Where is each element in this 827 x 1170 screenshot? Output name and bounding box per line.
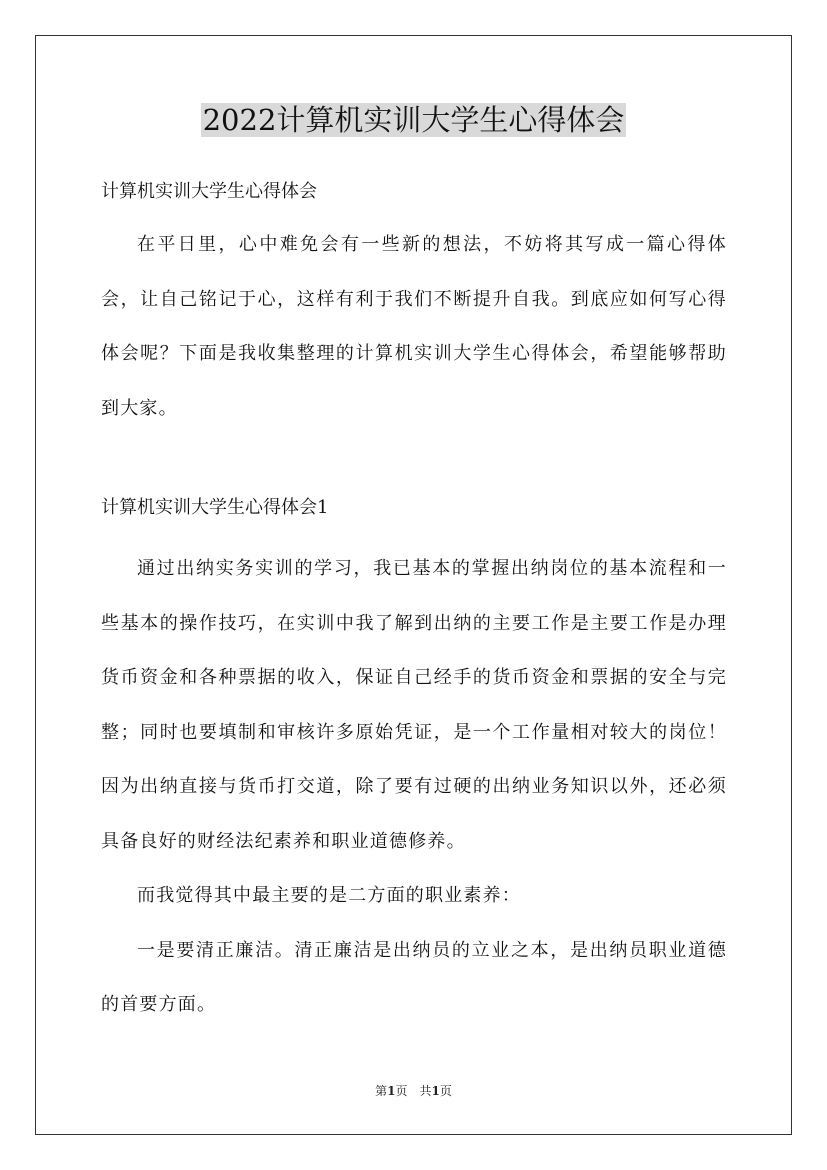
footer-suffix: 页 [439,1084,452,1098]
footer-page-total: 1 [431,1084,440,1098]
section1-paragraph-1: 通过出纳实务实训的学习，我已基本的掌握出纳岗位的基本流程和一些基本的操作技巧，在实训中我了解到出纳的主要工作是主要工作是办理货币资金和各种票据的收入，保证自己经手的货币资金和票据的安全与完整；同时也要填制和审核许多原始凭证，是一个工作量相对较大的岗位！因为出纳直接与货币打交道，除了要有过硬的出纳业务知识以外，还必须具备良好的财经法纪素养和职业道德修养。 [101,558,727,852]
document-title-text: 2022计算机实训大学生心得体会 [202,103,625,137]
document-subtitle: 计算机实训大学生心得体会 [101,181,317,202]
footer-prefix: 第 [375,1084,388,1098]
footer-page-current: 1 [387,1084,396,1098]
footer-mid: 页 共 [395,1084,432,1098]
intro-paragraph: 在平日里，心中难免会有一些新的想法，不妨将其写成一篇心得体会，让自己铭记于心，这样有利于我们不断提升自我。到底应如何写心得体会呢？下面是我收集整理的计算机实训大学生心得体会，希望能够帮助到大家。 [101,234,727,419]
section-heading-1: 计算机实训大学生心得体会1 [101,497,329,518]
document-title [0,100,827,140]
page-footer [0,1083,827,1099]
document-body [101,172,727,1033]
section1-paragraph-2: 而我觉得其中最主要的是二方面的职业素养： [137,885,521,906]
section1-paragraph-3: 一是要清正廉洁。清正廉洁是出纳员的立业之本，是出纳员职业道德的首要方面。 [101,939,727,1015]
